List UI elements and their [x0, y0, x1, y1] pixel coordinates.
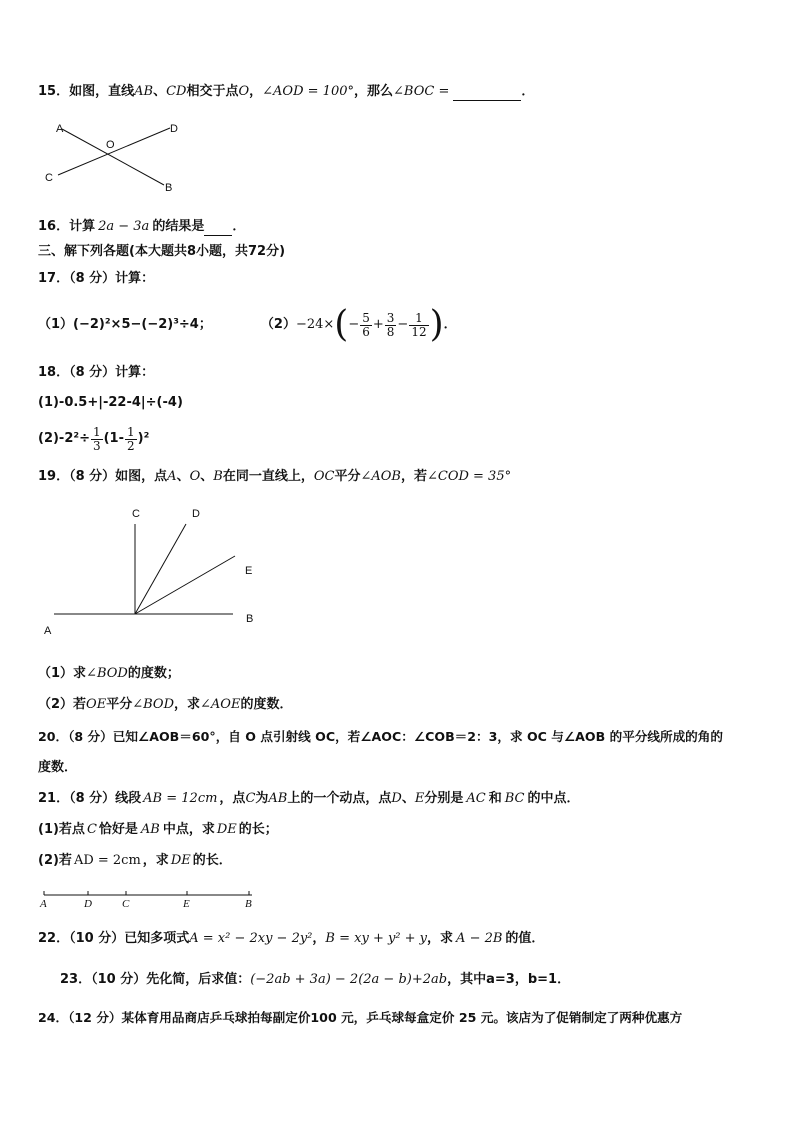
label-C: C — [122, 898, 130, 910]
label-A: A — [40, 898, 47, 910]
question-20-cont: 度数． — [38, 760, 78, 775]
label-D: D — [192, 508, 200, 520]
q15-figure — [40, 115, 200, 200]
question-16: 16．计算 2a − 3a 的结果是 ． — [38, 219, 246, 234]
question-18-part-1: (1)-0.5+|-22-4|÷(-4) — [38, 395, 183, 410]
fraction: $\frac{1}{3}$ — [92, 424, 101, 453]
answer-blank — [204, 221, 232, 236]
question-20: 20．（8 分）已知∠AOB＝60°，自 O 点引射线 OC，若∠AOC：∠COB＝2：3，求 OC 与∠AOB 的平分线所成的角的 — [38, 729, 723, 744]
question-22: 22．（10 分）已知多项式A = x² − 2xy − 2y²，B = xy + y² + y，求 A − 2B 的值． — [38, 931, 545, 946]
question-15: 15．如图，直线AB、CD相交于点O，∠AOD = 100°，那么∠BOC = ． — [38, 84, 535, 99]
label-B: B — [165, 182, 173, 194]
right-paren: ) — [429, 304, 444, 345]
question-21-part-1: (1)若点 C 恰好是 AB 中点，求 DE 的长； — [38, 822, 278, 837]
answer-blank — [453, 86, 521, 101]
q21-figure — [36, 885, 266, 915]
question-23: 23．（10 分）先化简，后求值：(−2ab + 3a) − 2(2a − b)+2ab，其中a=3，b=1． — [60, 972, 571, 987]
fraction: $\frac{3}{8}$ — [386, 310, 395, 339]
fraction: $\frac{1}{2}$ — [127, 424, 135, 453]
label-C: C — [132, 508, 140, 520]
label-E: E — [183, 898, 190, 910]
question-19: 19．（8 分）如图，点A、O、B在同一直线上，OC平分∠AOB，若∠COD = 35° — [38, 469, 512, 484]
question-21: 21．（8 分）线段 AB = 12cm ，点C为AB上的一个动点，点D、E分别是 AC 和 BC 的中点． — [38, 791, 580, 806]
question-17: 17．（8 分）计算： — [38, 271, 155, 286]
question-24: 24．（12 分）某体育用品商店乒乓球拍每副定价100 元，乒乓球每盒定价 25 元。该店为了促销制定了两种优惠方 — [38, 1010, 683, 1025]
fraction: $\frac{5}{6}$ — [362, 310, 370, 339]
section-heading: 三、解下列各题(本大题共8小题，共72分) — [38, 244, 286, 259]
label-A: A — [56, 123, 64, 135]
question-18: 18．（8 分）计算： — [38, 365, 155, 380]
label-B: B — [246, 613, 254, 625]
label-C: C — [45, 172, 53, 184]
question-19-part-2: （2）若OE平分∠BOD，求∠AOE的度数． — [38, 697, 293, 712]
fraction: $\frac{1}{12}$ — [411, 310, 427, 339]
left-paren: ( — [334, 304, 349, 345]
label-D: D — [84, 898, 92, 910]
question-21-part-2: (2)若 AD = 2cm ，求 DE 的长． — [38, 853, 232, 868]
question-17-parts: （1）(−2)²×5−(−2)³÷4； （2）−24×(− $\frac{5}{6}$ + $\frac{3}{8}$ − $\frac{1}{12}$ )． — [38, 304, 457, 345]
question-18-part-2: (2)-2²÷ $\frac{1}{3}$ (1- $\frac{1}{2}$ )² — [38, 424, 150, 453]
label-D: D — [170, 123, 178, 135]
label-B: B — [245, 898, 252, 910]
q19-figure — [38, 500, 278, 645]
label-O: O — [106, 139, 115, 151]
label-E: E — [245, 565, 253, 577]
label-A: A — [44, 625, 52, 637]
question-19-part-1: （1）求∠BOD的度数； — [38, 666, 180, 681]
